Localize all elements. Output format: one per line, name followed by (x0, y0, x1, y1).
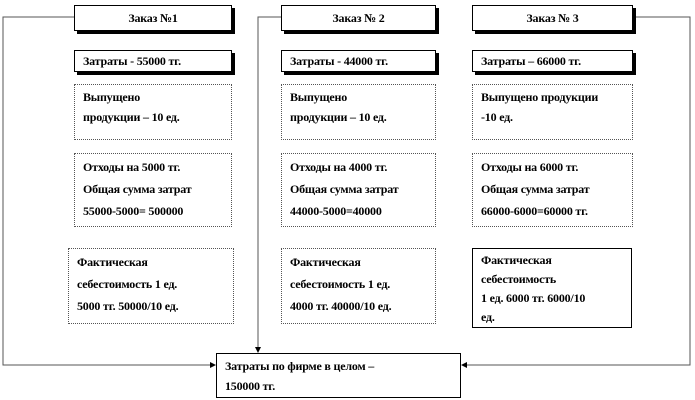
order-1-title-text: Заказ №1 (128, 11, 178, 25)
order-2-waste: Отходы на 4000 тг. Общая сумма затрат 44000-5000=40000 (281, 153, 436, 227)
order-3-waste: Отходы на 6000 тг. Общая сумма затрат 66000-6000=60000 тг. (472, 153, 633, 227)
order-3-title (472, 5, 633, 31)
arrowhead-right (461, 362, 467, 368)
order-3-costs: Затраты – 66000 тг. (472, 50, 633, 72)
order-2-title-text: Заказ № 2 (332, 11, 385, 25)
order-2-title (281, 5, 436, 31)
connector-order2 (258, 17, 281, 349)
order-3-actual-cost: Фактическая себестоимость 1 ед. 6000 тг. 6000/10 ед. (472, 248, 632, 328)
order-2-actual-cost: Фактическая себестоимость 1 ед. 4000 тг. 40000/10 ед. (281, 248, 436, 324)
order-1-waste: Отходы на 5000 тг. Общая сумма затрат 55000-5000= 500000 (74, 153, 232, 227)
order-2-costs: Затраты - 44000 тг. (281, 50, 436, 72)
order-1-output: Выпущено продукции – 10 ед. (74, 84, 232, 140)
total-costs: Затраты по фирме в целом – 150000 тг. (216, 353, 461, 398)
order-2-output: Выпущено продукции – 10 ед. (281, 84, 436, 140)
order-3-title-text: Заказ № 3 (526, 11, 579, 25)
order-3-output: Выпущено продукции -10 ед. (472, 84, 633, 140)
order-1-actual-cost: Фактическая себестоимость 1 ед. 5000 тг. 50000/10 ед. (68, 248, 234, 324)
order-1-title (74, 5, 232, 31)
order-1-costs: Затраты - 55000 тг. (74, 50, 232, 72)
